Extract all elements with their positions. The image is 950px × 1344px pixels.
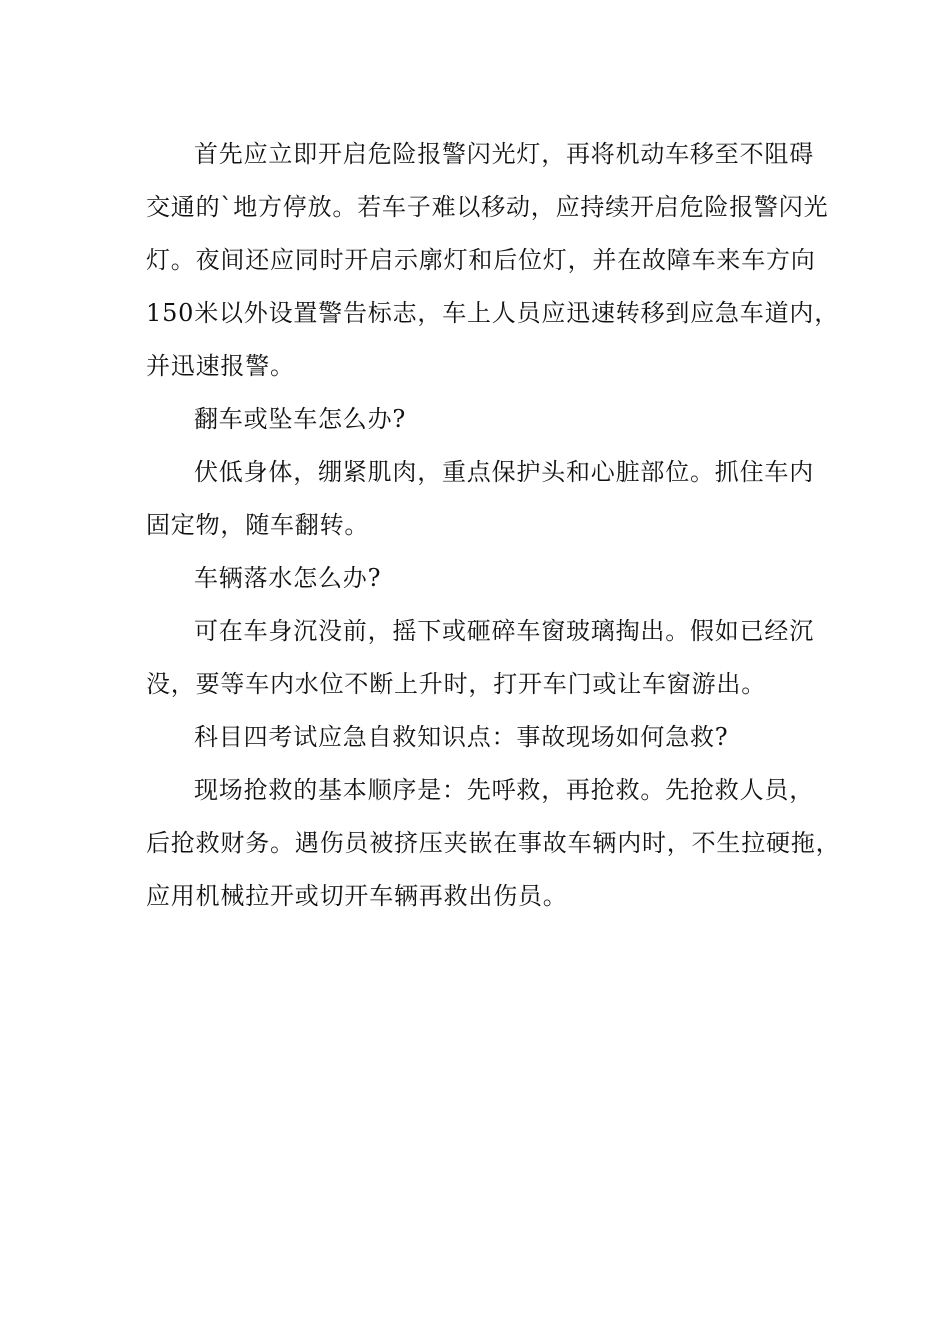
heading-water	[146, 552, 810, 605]
heading-first-aid	[146, 711, 810, 764]
text-line: 首先应立即开启危险报警闪光灯，再将机动车移至不阻碍	[194, 140, 814, 168]
text-line: 灯。夜间还应同时开启示廓灯和后位灯，并在故障车来车方向	[146, 246, 816, 274]
paragraph-water	[146, 605, 814, 711]
text-line: 150米以外设置警告标志，车上人员应迅速转移到应急车道内，	[146, 299, 840, 327]
text-line: 应用机械拉开或切开车辆再救出伤员。	[146, 882, 568, 910]
text-line: 伏低身体，绷紧肌肉，重点保护头和心脏部位。抓住车内	[194, 458, 814, 486]
text-line: 交通的`地方停放。若车子难以移动，应持续开启危险报警闪光	[146, 193, 829, 221]
text-line: 没，要等车内水位不断上升时，打开车门或让车窗游出。	[146, 670, 766, 698]
text-line: 并迅速报警。	[146, 352, 295, 380]
text-line: 后抢救财务。遇伤员被挤压夹嵌在事故车辆内时，不生拉硬拖，	[146, 829, 841, 857]
paragraph-first-aid	[146, 764, 841, 923]
body-text	[146, 128, 841, 923]
text-line: 可在车身沉没前，摇下或砸碎车窗玻璃掏出。假如已经沉	[194, 617, 814, 645]
text-line: 车辆落水怎么办?	[194, 564, 382, 592]
text-line: 翻车或坠车怎么办?	[194, 405, 407, 433]
text-line: 固定物，随车翻转。	[146, 511, 370, 539]
paragraph-highway-breakdown	[146, 128, 840, 393]
heading-rollover	[146, 393, 810, 446]
paragraph-rollover	[146, 446, 814, 552]
text-line: 现场抢救的基本顺序是：先呼救，再抢救。先抢救人员，	[194, 776, 814, 804]
text-line: 科目四考试应急自救知识点：事故现场如何急救?	[194, 723, 729, 751]
